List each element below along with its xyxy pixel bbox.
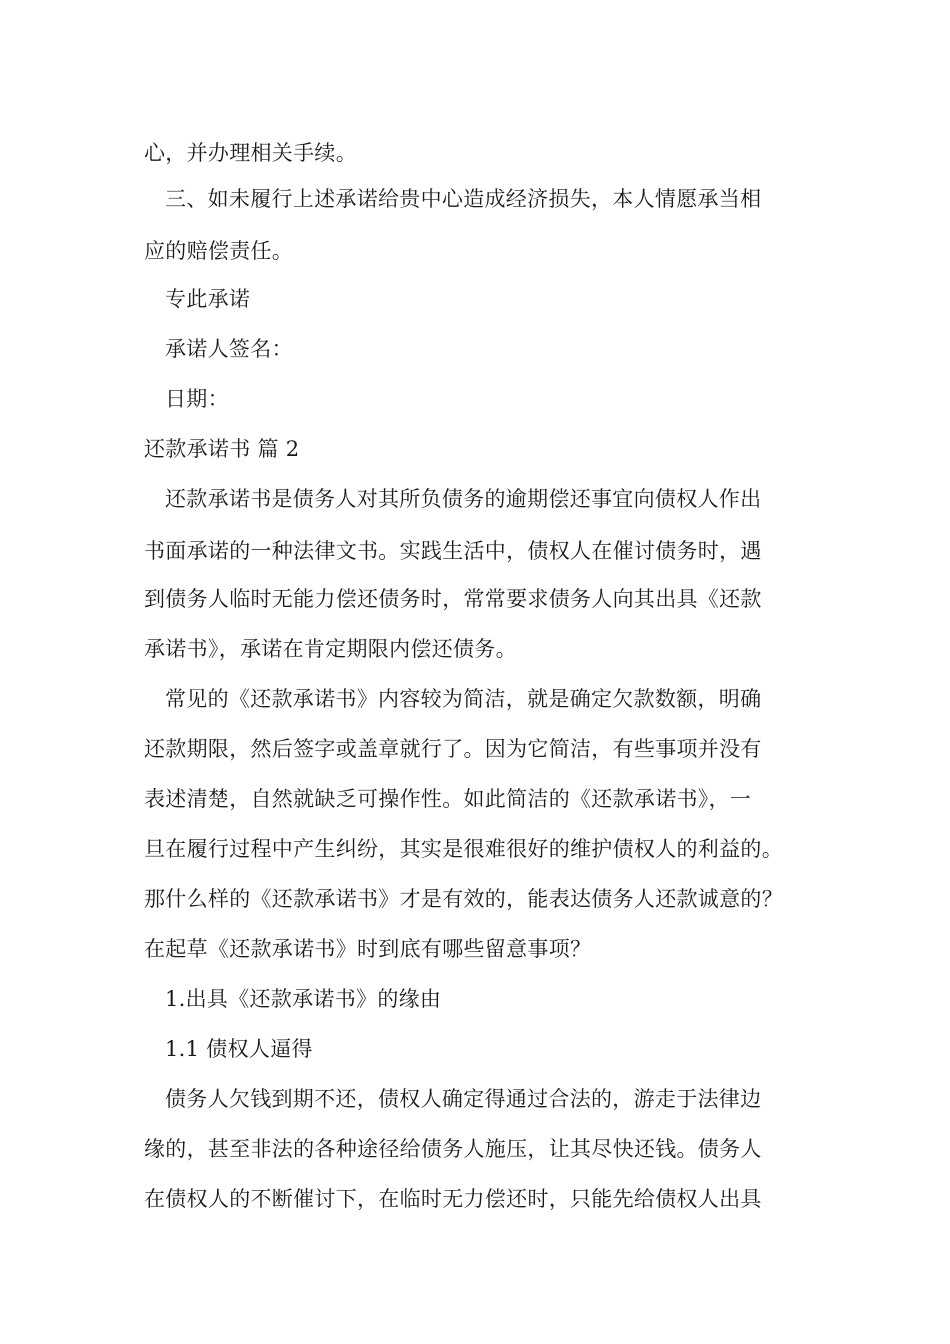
text-line: 还款期限，然后签字或盖章就行了。因为它简洁，有些事项并没有 bbox=[144, 737, 762, 761]
text-line: 三、如未履行上述承诺给贵中心造成经济损失，本人情愿承当相 bbox=[165, 187, 762, 211]
text-line: 表述清楚，自然就缺乏可操作性。如此简洁的《还款承诺书》，一 bbox=[144, 787, 752, 811]
list-subheading: 1.1 债权人逼得 bbox=[165, 1037, 313, 1061]
text-line: 心，并办理相关手续。 bbox=[144, 141, 357, 165]
section-heading: 还款承诺书 篇 2 bbox=[144, 437, 300, 461]
text-line: 还款承诺书是债务人对其所负债务的逾期偿还事宜向债权人作出 bbox=[165, 487, 762, 511]
text-line: 专此承诺 bbox=[165, 287, 251, 311]
text-line: 在起草《还款承诺书》时到底有哪些留意事项？ bbox=[144, 937, 592, 961]
text-line: 旦在履行过程中产生纠纷，其实是很难很好的维护债权人的利益的。 bbox=[144, 837, 783, 861]
text-line: 在债权人的不断催讨下，在临时无力偿还时，只能先给债权人出具 bbox=[144, 1187, 762, 1211]
text-line: 书面承诺的一种法律文书。实践生活中，债权人在催讨债务时，遇 bbox=[144, 539, 762, 563]
text-line: 那什么样的《还款承诺书》才是有效的，能表达债务人还款诚意的？ bbox=[144, 887, 783, 911]
text-line: 到债务人临时无能力偿还债务时，常常要求债务人向其出具《还款 bbox=[144, 587, 762, 611]
text-line: 承诺书》，承诺在肯定期限内偿还债务。 bbox=[144, 637, 517, 661]
text-line: 常见的《还款承诺书》内容较为简洁，就是确定欠款数额，明确 bbox=[165, 687, 762, 711]
text-line: 缘的，甚至非法的各种途径给债务人施压，让其尽快还钱。债务人 bbox=[144, 1137, 762, 1161]
list-heading: 1.出具《还款承诺书》的缘由 bbox=[165, 987, 442, 1011]
text-line: 债务人欠钱到期不还，债权人确定得通过合法的，游走于法律边 bbox=[165, 1087, 762, 1111]
text-line: 应的赔偿责任。 bbox=[144, 239, 294, 263]
text-line: 日期： bbox=[165, 387, 229, 411]
text-line: 承诺人签名： bbox=[165, 337, 293, 361]
